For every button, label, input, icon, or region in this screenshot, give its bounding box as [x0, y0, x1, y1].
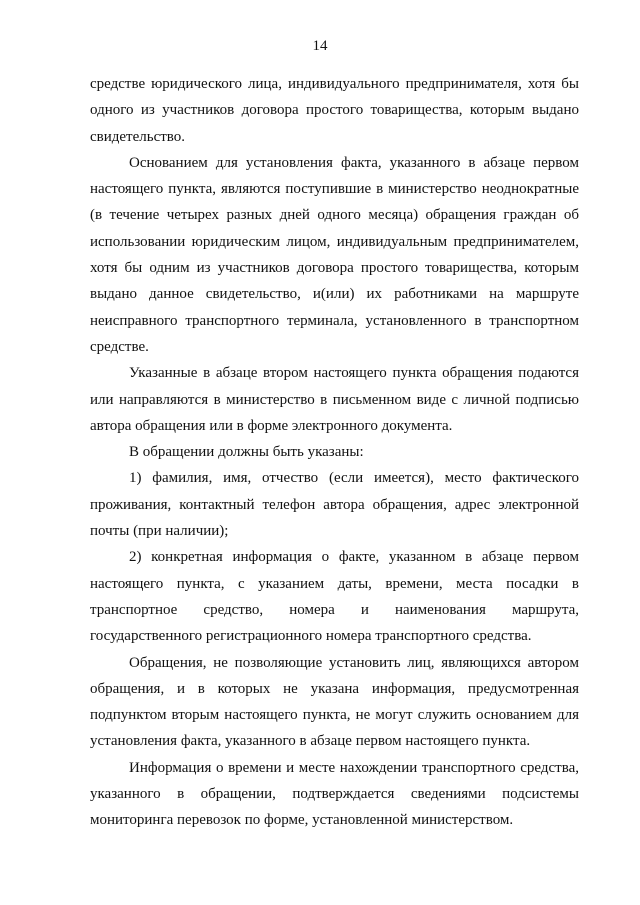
list-item-1: 1) фамилия, имя, отчество (если имеется), место фактического проживания, контактный телефон автора обращения, адрес электронной почты (при наличии);	[90, 470, 579, 540]
paragraph-basis: Основанием для установления факта, указанного в абзаце первом настоящего пункта, являются поступившие в министерство неоднократные (в течение четырех разных дней одного месяца) обращения граждан об использовании юридическим лицом, индивидуальным предпринимателем, хотя бы одним из участников договора простого товарищества, которым выдано данное свидетельство, и(или) их работниками на маршруте неисправного транспортного терминала, установленного в транспортном средстве.	[90, 154, 579, 355]
paragraph-requirements: В обращении должны быть указаны:	[129, 444, 364, 461]
paragraph-confirmation: Информация о времени и месте нахождении транспортного средства, указанного в обращении, подтверждается сведениями подсистемы мониторинга перевозок по форме, установленной министерством.	[90, 759, 579, 829]
document-body	[90, 71, 579, 834]
paragraph-invalid-appeals: Обращения, не позволяющие установить лиц, являющихся автором обращения, и в которых не указана информация, предусмотренная подпунктом вторым настоящего пункта, не могут служить основанием для установления факта, указанного в абзаце первом настоящего пункта.	[90, 654, 579, 750]
paragraph-submission: Указанные в абзаце втором настоящего пункта обращения подаются или направляются в министерство в письменном виде с личной подписью автора обращения или в форме электронного документа.	[90, 365, 579, 434]
page-number: 14	[312, 38, 328, 54]
list-item-2: 2) конкретная информация о факте, указанном в абзаце первом настоящего пункта, с указанием даты, времени, места посадки в транспортное средство, номера и наименования маршрута, государственного регистрационного номера транспортного средства.	[90, 549, 579, 645]
paragraph-continuation: средстве юридического лица, индивидуального предпринимателя, хотя бы одного из участников договора простого товарищества, которым выдано свидетельство.	[90, 76, 579, 145]
